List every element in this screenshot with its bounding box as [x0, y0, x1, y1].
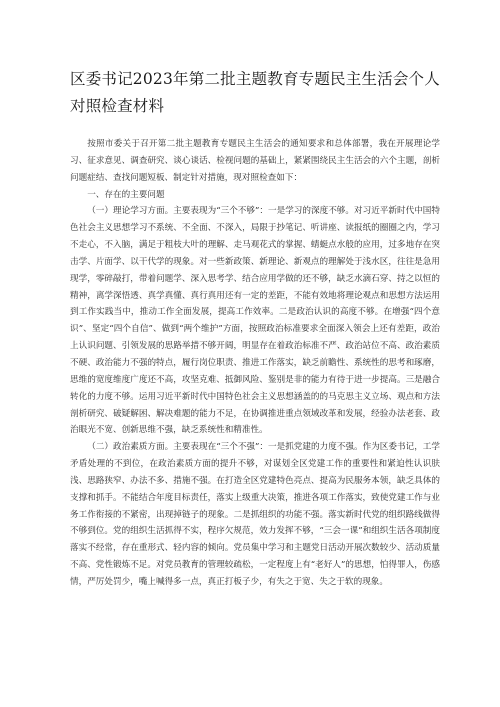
- theory-study-paragraph: （一）理论学习方面。主要表现为“三个不够”：一是学习的深度不够。对习近平新时代中国特色社会主义思想学习不系统、不全面、不深入，局限于抄笔记、听讲座、读报纸的圈圈之内，学习不走心，不入脑，满足于粗枝大叶的理解、走马观花式的掌握、蜻蜓点水般的应用，过多地存在突击学、片面学、以干代学的现象。对一些新政策、新理论、新观点的理解处于浅水区，往往是急用现学，零碎敲打，带着问题学、深入思考学、结合应用学做的还不够，缺乏水滴石穿、持之以恒的精神，离学深悟透、真学真懂、真行真用还有一定的差距，不能有效地将理论观点和思想方法运用到工作实践当中，推动工作全面发展，提高工作效率。二是政治认识的高度不够。在增强“四个意识”、坚定“四个自信”、做到“两个维护”方面，按照政治标准要求全面深入领会上还有差距，政治上认识问题、引领发展的思路举措不够开阔，明显存在着政治标准不严、政治站位不高、政治素质不硬、政治能力不强的特点，履行岗位职责、推进工作落实，缺乏前瞻性、系统性的思考和琢磨，思维的宽度维度广度还不高，攻坚克难、抵御风险、鉴别是非的能力有待于进一步提高。三是融合转化的力度不够。运用习近平新时代中国特色社会主义思想涵盖的的马克思主义立场、观点和方法剖析研究、破疑解困、解决难题的能力不足，在协调推进重点领域改革和发展，经验办法老套、政治眼光不宽、创新思维不强，缺乏系统性和精准性。: [70, 206, 440, 436]
- intro-paragraph: 按照市委关于召开第二批主题教育专题民主生活会的通知要求和总体部署，我在开展理论学习、征求意见、调查研究、谈心谈话、检视问题的基础上，紧紧围绕民主生活会的六个主题，剖析问题症结、查找问题短板、制定针对措施，现对照检查如下：: [70, 139, 440, 183]
- section-heading: 一、存在的主要问题: [87, 189, 165, 200]
- document-body: [70, 136, 440, 591]
- document-title: 区委书记2023年第二批主题教育专题民主生活会个人对照检查材料: [70, 70, 440, 115]
- political-quality-paragraph: （二）政治素质方面。主要表现在“三个不强”：一是抓党建的力度不强。作为区委书记，工学矛盾处理的不到位，在政治素质方面的提升不够，对谋划全区党建工作的重要性和紧迫性认识肤浅、思路狭窄、办法不多、措施不强。在打造全区党建特色亮点、提高为民服务本领，缺乏具体的支撑和抓手。不能结合年度目标责任，落实上级重大决策，推进各项工作落实，致使党建工作与业务工作衔接的不紧密，出现掉链子的现象。二是抓组织的功能不强。落实新时代党的组织路线做得不够到位。党的组织生活抓得不实，程序欠规范，效力发挥不够，“三会一课”和组织生活各项制度落实不经常，存在重形式、轻内容的倾向。党员集中学习和主题党日活动开展次数较少、活动质量不高、党性锻炼不足。对党员教育的管理较疏松，一定程度上有“老好人”的思想，怕得罪人，伤感情，严厉处罚少，嘴上喊得多一点，真正打板子少，有失之于宽、失之于软的现象。: [70, 442, 440, 587]
